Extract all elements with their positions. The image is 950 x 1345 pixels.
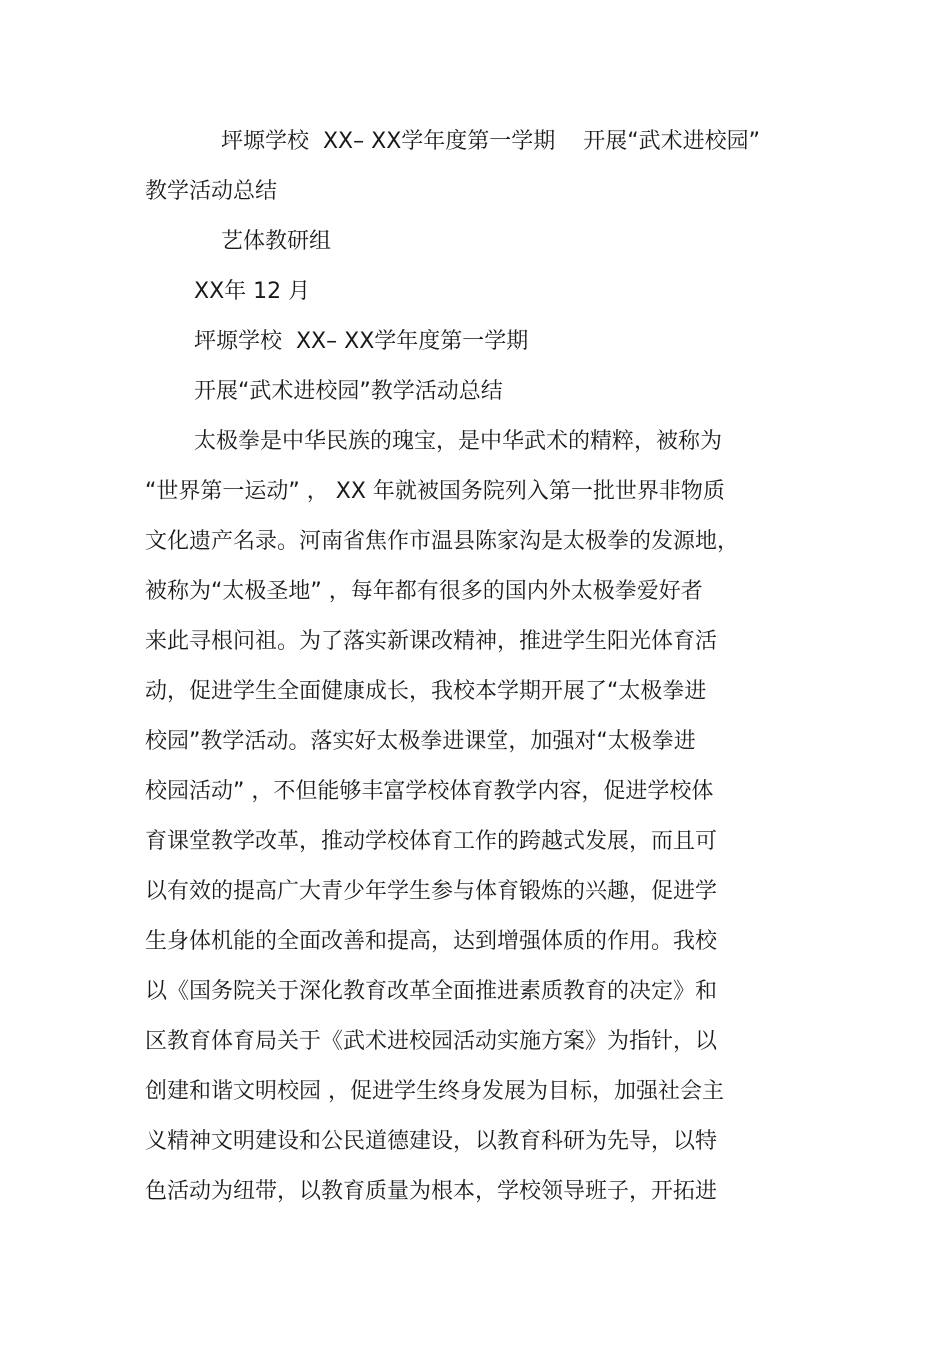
body-line: 生身体机能的全面改善和提高，达到增强体质的作用。我校 (145, 929, 718, 954)
department: 艺体教研组 (221, 229, 332, 254)
body-line: 校园活动” ，不但能够丰富学校体育教学内容，促进学校体 (145, 779, 714, 804)
body-line: 以《国务院关于深化教育改革全面推进素质教育的决定》和 (145, 979, 718, 1004)
title-line-1: 坪塬学校 XX– XX学年度第一学期 (194, 329, 529, 354)
body-line: 创建和谐文明校园 ，促进学生终身发展为目标，加强社会主 (145, 1079, 724, 1104)
body-line: 文化遗产名录。河南省焦作市温县陈家沟是太极拳的发源地， (145, 529, 740, 554)
body-line: “世界第一运动” ， XX 年就被国务院列入第一批世界非物质 (145, 479, 725, 504)
heading-line-2: 教学活动总结 (145, 179, 278, 204)
body-line: 来此寻根问祖。为了落实新课改精神，推进学生阳光体育活 (145, 629, 718, 654)
title-line-2: 开展“武术进校园”教学活动总结 (194, 379, 503, 404)
body-line: 以有效的提高广大青少年学生参与体育锻炼的兴趣，促进学 (145, 879, 718, 904)
body-line: 区教育体育局关于《武术进校园活动实施方案》为指针，以 (145, 1029, 718, 1054)
date: XX年 12 月 (194, 279, 311, 304)
heading-line-1: 坪塬学校 XX– XX学年度第一学期 开展“武术进校园” (221, 129, 761, 154)
body-line: 色活动为纽带，以教育质量为根本，学校领导班子，开拓进 (145, 1179, 718, 1204)
body-line: 太极拳是中华民族的瑰宝，是中华武术的精粹，被称为 (194, 429, 723, 454)
body-line: 被称为“太极圣地” ，每年都有很多的国内外太极拳爱好者 (145, 579, 703, 604)
body-line: 校园”教学活动。落实好太极拳进课堂，加强对“太极拳进 (145, 729, 696, 754)
body-line: 动，促进学生全面健康成长，我校本学期开展了“太极拳进 (145, 679, 707, 704)
body-line: 义精神文明建设和公民道德建设，以教育科研为先导，以特 (145, 1129, 718, 1154)
body-line: 育课堂教学改革，推动学校体育工作的跨越式发展，而且可 (145, 829, 718, 854)
